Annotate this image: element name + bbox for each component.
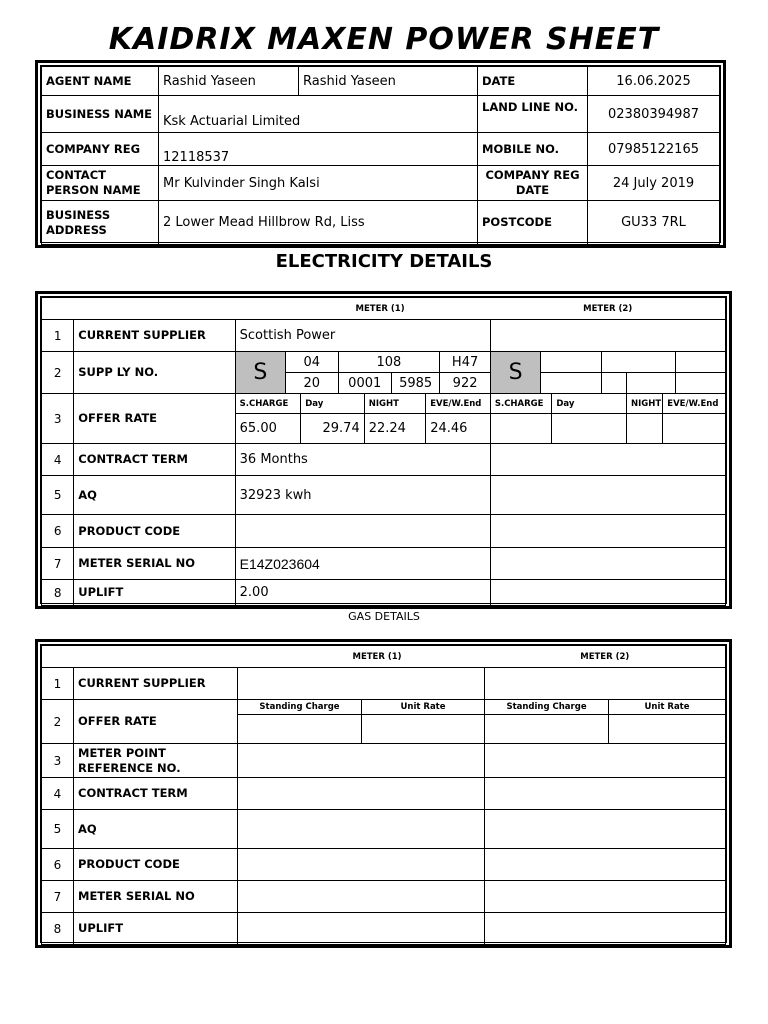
gas-uplift-meter-2[interactable] [485, 913, 726, 945]
elec-uplift-meter-1[interactable]: 2.00 [235, 580, 490, 606]
elec-m1-scharge-value[interactable]: 65.00 [235, 414, 301, 444]
elec-row-7-num: 7 [42, 548, 74, 580]
gas-meter-2-header: METER (2) [485, 646, 726, 668]
elec-meter-serial-meter-1[interactable]: E14Z023604 [235, 548, 490, 580]
gas-table [41, 645, 726, 945]
gas-meter-serial-meter-1[interactable] [238, 881, 485, 913]
elec-contract-term-meter-2[interactable] [490, 444, 725, 476]
elec-supply-bottom-2[interactable]: 0001 [338, 373, 391, 394]
date-label: DATE [478, 67, 588, 96]
elec-current-supplier-meter-1[interactable]: Scottish Power [235, 320, 490, 352]
elec-m1-night-value[interactable]: 22.24 [364, 414, 426, 444]
electricity-table [41, 297, 726, 606]
gas-row-4-num: 4 [42, 778, 74, 810]
gas-row-7-num: 7 [42, 881, 74, 913]
elec-meter-2-header: METER (2) [490, 298, 725, 320]
elec-m2-day-header: Day [552, 394, 627, 414]
elec-row-1-num: 1 [42, 320, 74, 352]
gas-row-3-num: 3 [42, 744, 74, 778]
elec-m1-day-header: Day [301, 394, 365, 414]
gas-uplift-meter-1[interactable] [238, 913, 485, 945]
gas-row-8-num: 8 [42, 913, 74, 945]
elec-contract-term-label: CONTRACT TERM [74, 444, 235, 476]
elec-uplift-label: UPLIFT [74, 580, 235, 606]
elec-row-3-num: 3 [42, 394, 74, 444]
elec-meter-serial-label: METER SERIAL NO [74, 548, 235, 580]
business-name-value[interactable]: Ksk Actuarial Limited [159, 96, 478, 133]
elec-supply-m2-bottom-3[interactable] [626, 373, 675, 394]
gas-m2-standing-charge-header: Standing Charge [485, 700, 609, 715]
elec-supply-m2-bottom-4[interactable] [676, 373, 726, 394]
elec-supply-bottom-3[interactable]: 5985 [391, 373, 439, 394]
elec-product-code-label: PRODUCT CODE [74, 515, 235, 548]
elec-header-blank [42, 298, 74, 320]
elec-aq-meter-2[interactable] [490, 476, 725, 515]
agent-name-value-1[interactable]: Rashid Yaseen [159, 67, 299, 96]
elec-meter-2-s-box: S [490, 352, 540, 394]
gas-box [35, 639, 732, 948]
company-reg-label: COMPANY REG [42, 133, 159, 166]
gas-meter-1-header: METER (1) [74, 646, 485, 668]
gas-meter-point-label: METER POINT REFERENCE NO. [74, 744, 238, 778]
elec-current-supplier-meter-2[interactable] [490, 320, 725, 352]
elec-m2-eve-header: EVE/W.End [663, 394, 726, 414]
elec-product-code-meter-1[interactable] [235, 515, 490, 548]
gas-m1-unit-rate-header: Unit Rate [362, 700, 485, 715]
sheet-title: KAIDRIX MAXEN POWER SHEET [108, 22, 660, 57]
agent-name-value-2[interactable]: Rashid Yaseen [299, 67, 478, 96]
company-reg-date-value[interactable]: 24 July 2019 [588, 166, 720, 201]
elec-row-6-num: 6 [42, 515, 74, 548]
business-address-value[interactable]: 2 Lower Mead Hillbrow Rd, Liss [159, 201, 478, 245]
electricity-heading: ELECTRICITY DETAILS [275, 251, 493, 272]
contact-person-value[interactable]: Mr Kulvinder Singh Kalsi [159, 166, 478, 201]
gas-current-supplier-meter-2[interactable] [485, 668, 726, 700]
mobile-label: MOBILE NO. [478, 133, 588, 166]
elec-m1-scharge-header: S.CHARGE [235, 394, 301, 414]
gas-uplift-label: UPLIFT [74, 913, 238, 945]
gas-meter-point-meter-1[interactable] [238, 744, 485, 778]
gas-heading: GAS DETAILS [348, 610, 420, 623]
elec-supply-top-1[interactable]: 04 [286, 352, 338, 373]
gas-m1-unit-rate-value[interactable] [362, 715, 485, 744]
gas-product-code-meter-2[interactable] [485, 849, 726, 881]
date-value[interactable]: 16.06.2025 [588, 67, 720, 96]
elec-m2-night-header: NIGHT [626, 394, 662, 414]
elec-supply-top-3[interactable]: H47 [440, 352, 491, 373]
elec-supply-bottom-1[interactable]: 20 [286, 373, 338, 394]
gas-contract-term-label: CONTRACT TERM [74, 778, 238, 810]
elec-m1-eve-value[interactable]: 24.46 [426, 414, 491, 444]
agent-info-box [35, 60, 726, 248]
elec-m2-scharge-header: S.CHARGE [490, 394, 552, 414]
gas-meter-serial-label: METER SERIAL NO [74, 881, 238, 913]
gas-aq-meter-2[interactable] [485, 810, 726, 849]
agent-info-table [41, 66, 720, 245]
gas-current-supplier-meter-1[interactable] [238, 668, 485, 700]
elec-contract-term-meter-1[interactable]: 36 Months [235, 444, 490, 476]
elec-supply-bottom-4[interactable]: 922 [440, 373, 491, 394]
gas-m1-standing-charge-header: Standing Charge [238, 700, 362, 715]
elec-row-8-num: 8 [42, 580, 74, 606]
elec-supply-top-2[interactable]: 108 [338, 352, 440, 373]
business-name-label: BUSINESS NAME [42, 96, 159, 133]
elec-meter-serial-meter-2[interactable] [490, 548, 725, 580]
elec-meter-1-header: METER (1) [74, 298, 491, 320]
elec-product-code-meter-2[interactable] [490, 515, 725, 548]
elec-row-5-num: 5 [42, 476, 74, 515]
elec-uplift-meter-2[interactable] [490, 580, 725, 606]
land-line-label: LAND LINE NO. [478, 96, 588, 133]
gas-m2-unit-rate-header: Unit Rate [609, 700, 726, 715]
gas-row-6-num: 6 [42, 849, 74, 881]
business-address-label: BUSINESS ADDRESS [42, 201, 159, 245]
postcode-label: POSTCODE [478, 201, 588, 245]
elec-supply-m2-top-2[interactable] [601, 352, 676, 373]
elec-row-4-num: 4 [42, 444, 74, 476]
gas-row-2-num: 2 [42, 700, 74, 744]
elec-m2-scharge-value[interactable] [490, 414, 552, 444]
elec-supply-m2-bottom-2[interactable] [601, 373, 626, 394]
elec-m2-night-value[interactable] [626, 414, 662, 444]
gas-product-code-meter-1[interactable] [238, 849, 485, 881]
mobile-value[interactable]: 07985122165 [588, 133, 720, 166]
elec-aq-meter-1[interactable]: 32923 kwh [235, 476, 490, 515]
elec-current-supplier-label: CURRENT SUPPLIER [74, 320, 235, 352]
land-line-value[interactable]: 02380394987 [588, 96, 720, 133]
company-reg-date-label: COMPANY REG DATE [478, 166, 588, 201]
contact-person-label: CONTACT PERSON NAME [42, 166, 159, 201]
elec-aq-label: AQ [74, 476, 235, 515]
electricity-box [35, 291, 732, 609]
gas-aq-label: AQ [74, 810, 238, 849]
elec-m1-eve-header: EVE/W.End [426, 394, 491, 414]
company-reg-value[interactable]: 12118537 [159, 133, 478, 166]
elec-supply-m2-top-3[interactable] [676, 352, 726, 373]
agent-name-label: AGENT NAME [42, 67, 159, 96]
gas-m2-standing-charge-value[interactable] [485, 715, 609, 744]
gas-meter-serial-meter-2[interactable] [485, 881, 726, 913]
elec-supply-no-label: SUPP LY NO. [74, 352, 235, 394]
gas-aq-meter-1[interactable] [238, 810, 485, 849]
gas-current-supplier-label: CURRENT SUPPLIER [74, 668, 238, 700]
elec-m1-night-header: NIGHT [364, 394, 426, 414]
gas-contract-term-meter-1[interactable] [238, 778, 485, 810]
elec-offer-rate-label: OFFER RATE [74, 394, 235, 444]
gas-offer-rate-label: OFFER RATE [74, 700, 238, 744]
elec-m2-day-value[interactable] [552, 414, 627, 444]
elec-supply-m2-top-1[interactable] [541, 352, 602, 373]
elec-meter-1-s-box: S [235, 352, 285, 394]
gas-m1-standing-charge-value[interactable] [238, 715, 362, 744]
elec-m1-day-value[interactable]: 29.74 [301, 414, 365, 444]
gas-header-blank [42, 646, 74, 668]
gas-contract-term-meter-2[interactable] [485, 778, 726, 810]
postcode-value[interactable]: GU33 7RL [588, 201, 720, 245]
gas-row-5-num: 5 [42, 810, 74, 849]
elec-row-2-num: 2 [42, 352, 74, 394]
elec-m2-eve-value[interactable] [663, 414, 726, 444]
gas-m2-unit-rate-value[interactable] [609, 715, 726, 744]
gas-product-code-label: PRODUCT CODE [74, 849, 238, 881]
gas-row-1-num: 1 [42, 668, 74, 700]
gas-meter-point-meter-2[interactable] [485, 744, 726, 778]
elec-supply-m2-bottom-1[interactable] [541, 373, 602, 394]
